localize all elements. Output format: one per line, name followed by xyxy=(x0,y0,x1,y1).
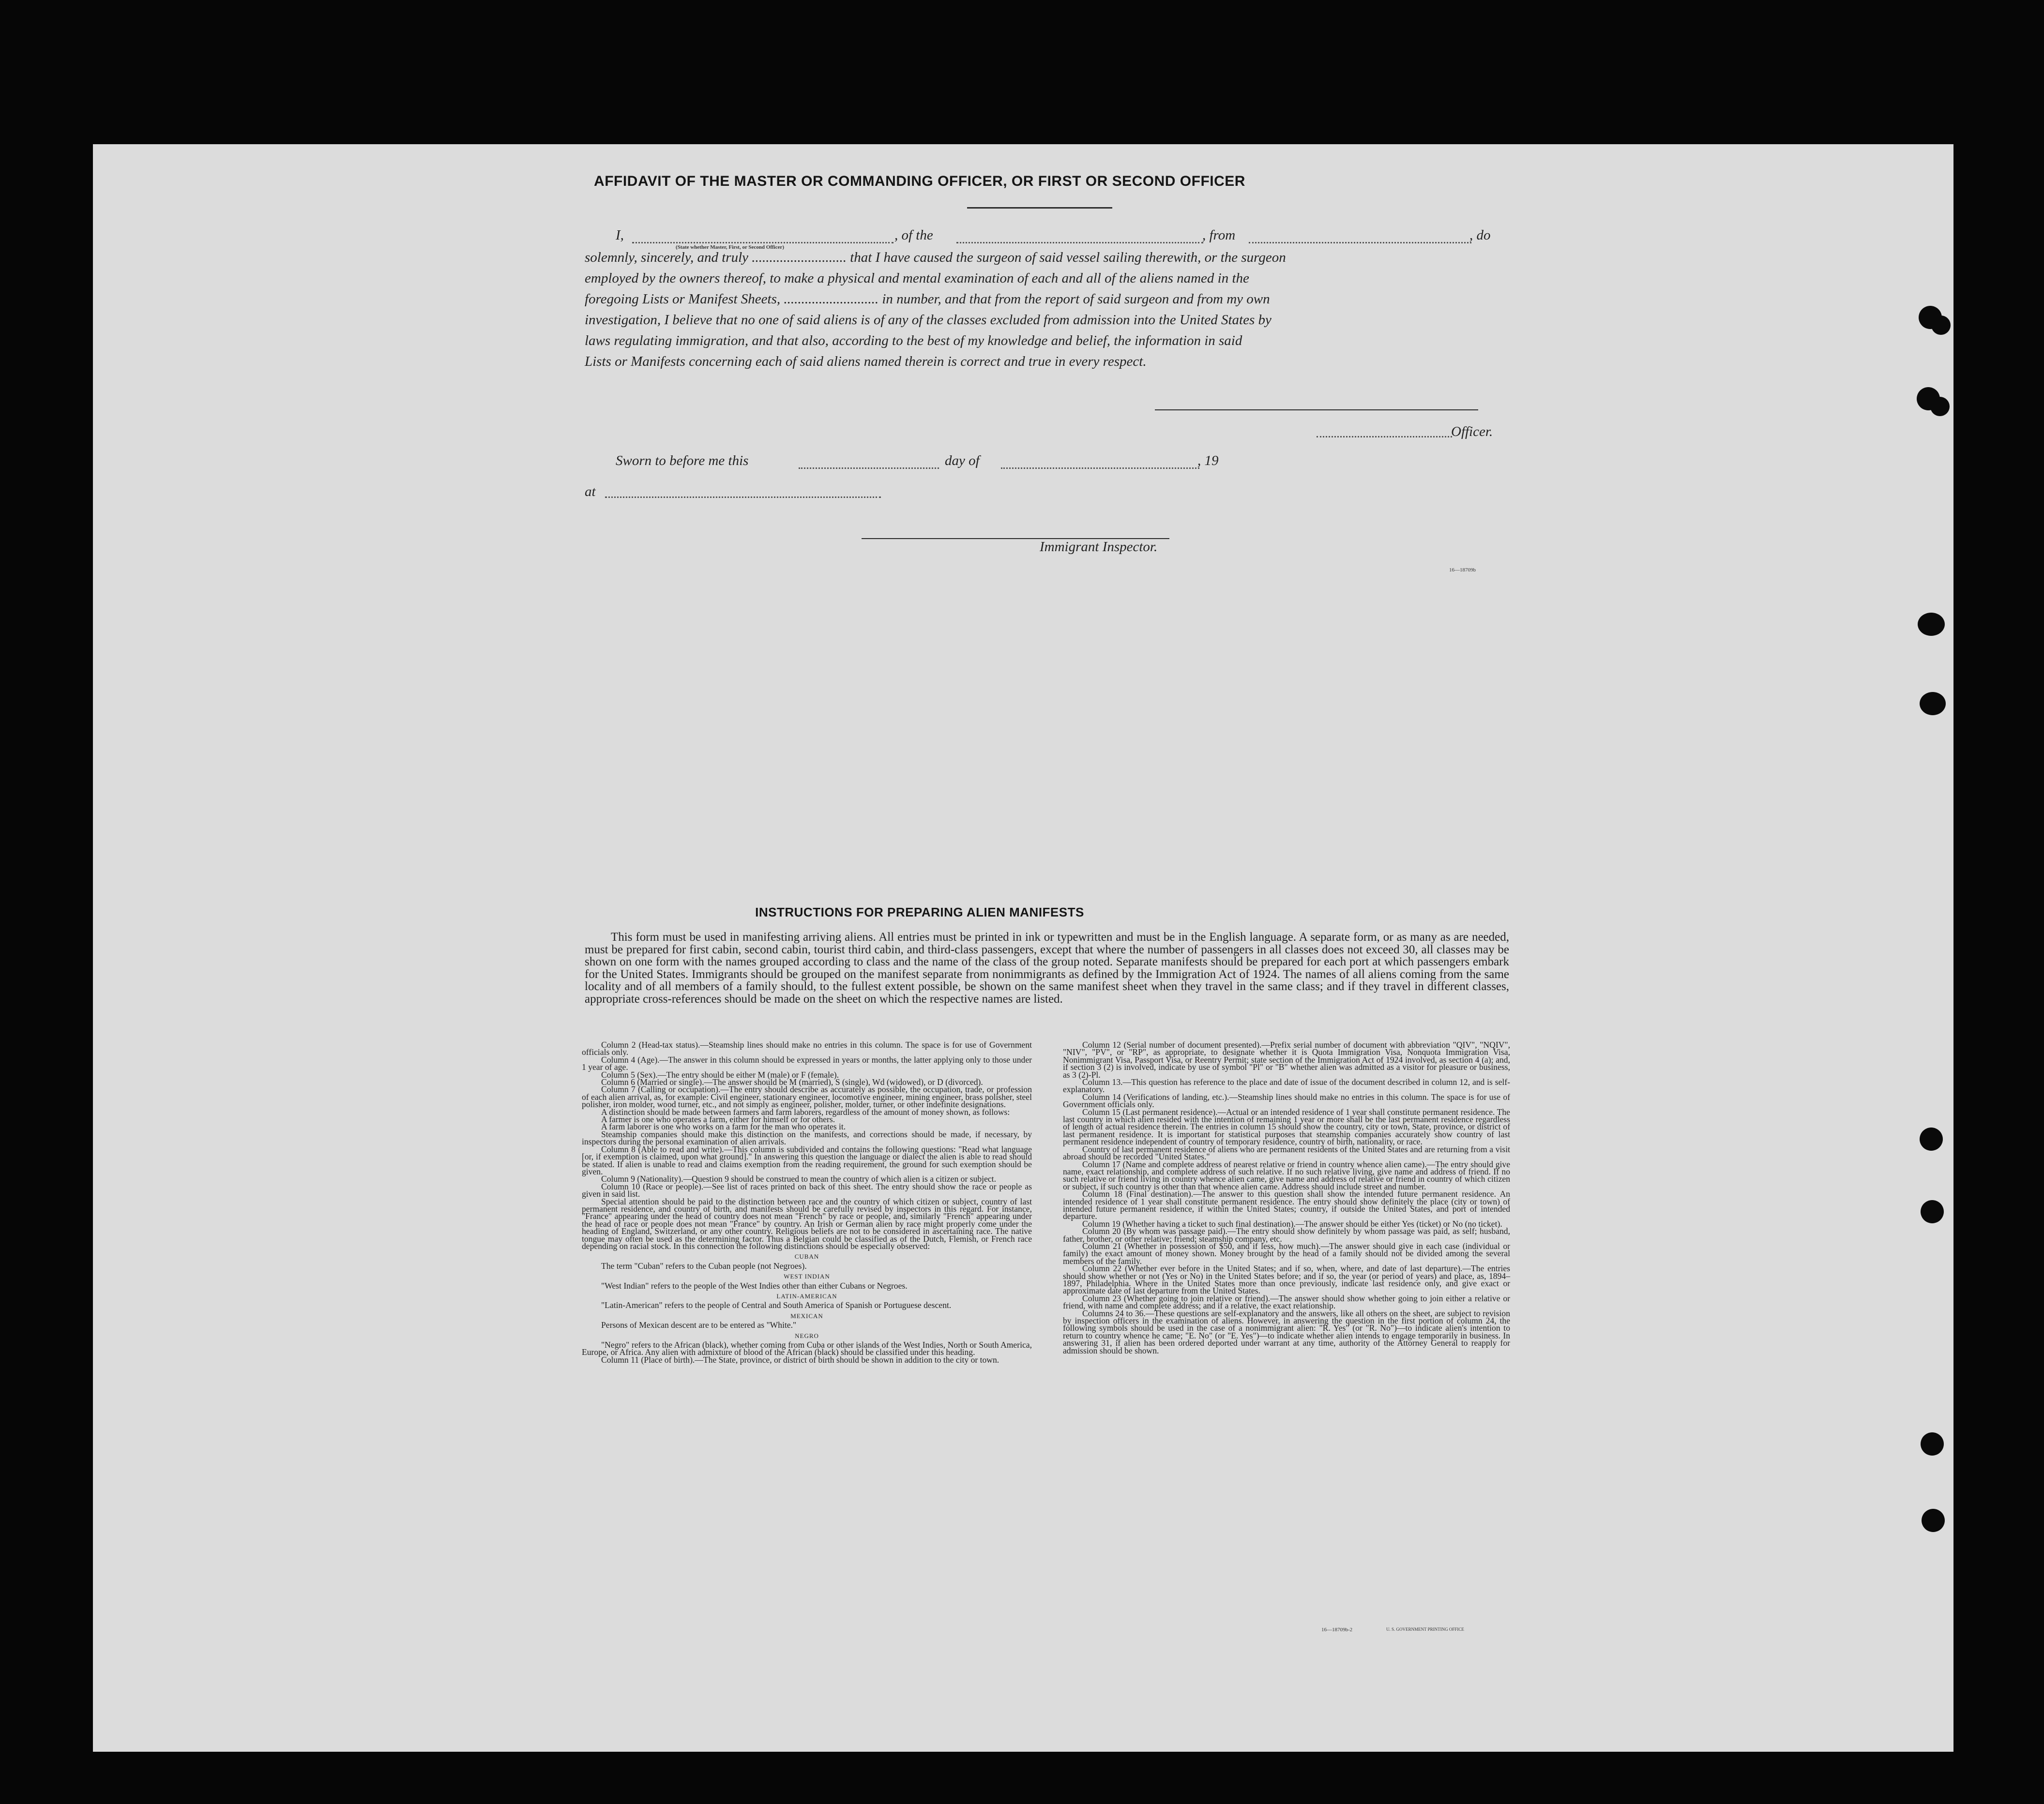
form-code: 16—18709b xyxy=(1449,567,1476,573)
instruction-paragraph: Columns 24 to 36.—These questions are self-explanatory and the answers, like all others on the sheet, are subject to revision by inspection officers in the examination of aliens. However, in answering the question in the first portion of column 24, the following symbols should be used in the case of a nonimmigrant alien: "R. Yes" (or "R. No")—to indicate alien's intention to return to country whence he came; "E. No" (or "E. Yes")—to indicate whether alien intends to engage temporarily in business. In answering 31, if alien has been ordered deported under warrant at any time, authority of the Attorney General to reapply for admission should be shown. xyxy=(1063,1308,1510,1355)
race-heading: LATIN-AMERICAN xyxy=(776,1293,837,1300)
title-underline xyxy=(967,207,1112,209)
instruction-paragraph: Column 19 (Whether having a ticket to such final destination).—The answer should be either Yes (ticket) or No (no ticket). xyxy=(1082,1218,1502,1229)
instruction-paragraph: Column 17 (Name and complete address of nearest relative or friend in country whence alien came).—The entry should give name, exact relationship, and complete address of such relative. If no such relative living, give name and address of friend. If no such relative or friend living in country whence alien came, give name and address of relative or friend in country of which citizen or subject, if such country is other than that whence alien came. Address should include street and number. xyxy=(1063,1159,1510,1191)
race-heading: NEGRO xyxy=(795,1332,819,1339)
day-of-label: day of xyxy=(945,453,980,468)
footer-form-code: 16—18709b-2 xyxy=(1321,1627,1353,1633)
punch-hole xyxy=(1921,1200,1944,1223)
instruction-paragraph: Column 21 (Whether in possession of $50, and if less, how much).—The answer should give in each case (individual or family) the exact amount of money shown. Money brought by the head of a family should not be divided among the several members of the family. xyxy=(1063,1241,1510,1266)
affidavit-body-line: solemnly, sincerely, and truly ........................... that I have caused the surgeon of said vessel sailing therewith, or the surgeon xyxy=(585,250,1286,265)
race-heading: MEXICAN xyxy=(790,1312,823,1320)
race-heading: CUBAN xyxy=(794,1253,819,1261)
punch-hole xyxy=(1931,316,1951,335)
officer-label: Officer. xyxy=(1451,424,1493,439)
instruction-paragraph: Column 6 (Married or single).—The answer should be M (married), S (single), Wd (widowed), or D (divorced). xyxy=(601,1077,983,1087)
sworn-month-blank[interactable] xyxy=(1001,467,1199,469)
instruction-paragraph: Column 23 (Whether going to join relative or friend).—The answer should show whether going to join either a relative or friend, with name and complete address; and if a relative, the exact relationship. xyxy=(1063,1293,1510,1311)
affidavit-body-line: Lists or Manifests concerning each of said aliens named therein is correct and true in every respect. xyxy=(585,354,1147,369)
instruction-paragraph: Column 15 (Last permanent residence).—Actual or an intended residence of 1 year shall constitute permanent residence. The last country in which alien resided with the intention of remaining 1 year or more shall be the last permanent residence regardless of length of actual residence therein. The entries in column 15 should show the country, city or town, State, province, or district of last permanent residence. It is important for statistical purposes that steamship companies accurately show country of last permanent residence independent of country of temporary residence, country of birth, nationality, or race. xyxy=(1063,1107,1510,1147)
race-definition: "Negro" refers to the African (black), whether coming from Cuba or other islands of the West Indies, North or South America, Europe, or Africa. Any alien with admixture of blood of the African (black) should be classified under this heading. xyxy=(582,1340,1032,1357)
punch-hole xyxy=(1920,1128,1943,1151)
instruction-paragraph: A farm laborer is one who works on a farm for the man who operates it. xyxy=(601,1122,846,1132)
instruction-paragraph: Column 9 (Nationality).—Question 9 should be construed to mean the country of which alien is a citizen or subject. xyxy=(601,1174,996,1184)
affidavit-from: , from xyxy=(1202,227,1236,243)
instruction-paragraph: Column 10 (Race or people).—See list of races printed on back of this sheet. The entry should show the race or people as given in said list. xyxy=(582,1181,1032,1199)
year-label: , 19 xyxy=(1197,453,1219,468)
instruction-paragraph: Column 8 (Able to read and write).—This column is subdivided and contains the following questions: "Read what language [or, if exemption is claimed, upon what ground]." In answering this question the language or dialect the alien is able to read should be stated. If alien is unable to read and claims exemption from the reading requirement, the ground for such exemption should be given. xyxy=(582,1144,1032,1176)
punch-hole xyxy=(1920,692,1946,715)
sworn-day-blank[interactable] xyxy=(799,467,939,469)
instruction-paragraph: Column 2 (Head-tax status).—Steamship lines should make no entries in this column. The space is for use of Government officials only. xyxy=(582,1040,1032,1057)
race-definition: "West Indian" refers to the people of the West Indies other than either Cubans or Negroes. xyxy=(601,1280,908,1291)
instructions-intro: This form must be used in manifesting arriving aliens. All entries must be printed in ink or typewritten and must be in the English language. A separate form, or as many as are needed, must be prepared for first cabin, second cabin, tourist third cabin, and third-class passengers, except that where the number of passengers in all classes does not exceed 30, all classes may be shown on one form with the names grouped according to class and the name of the class of the group noted. Separate manifests should be prepared for each port at which passengers embark for the United States. Immigrants should be grouped on the manifest separate from nonimmigrants as defined by the Immigration Act of 1924. The names of all aliens coming from the same locality and of all members of a family should, to the fullest extent possible, be shown on the same manifest sheet when they travel in the same class; and if they travel in different classes, appropriate cross-references should be made on the sheet on which the respective names are listed. xyxy=(585,931,1509,1006)
officer-rank-note: (State whether Master, First, or Second Officer) xyxy=(676,244,785,250)
instruction-paragraph: A distinction should be made between farmers and farm laborers, regardless of the amount of money shown, as follows: xyxy=(601,1107,1010,1117)
instruction-paragraph: Column 18 (Final destination).—The answer to this question shall show the intended future permanent residence. An intended residence of 1 year shall constitute permanent residence. The entry should show definitely the place (city or town) of intended future permanent residence, if within the United States; country, if outside the United States, and port of intended departure. xyxy=(1063,1189,1510,1221)
race-definition: Persons of Mexican descent are to be entered as "White." xyxy=(601,1320,797,1330)
at-label: at xyxy=(585,484,596,499)
instruction-paragraph: Column 5 (Sex).—The entry should be either M (male) or F (female). xyxy=(601,1069,839,1080)
race-definition: "Latin-American" refers to the people of Central and South America of Spanish or Portuguese descent. xyxy=(601,1300,952,1310)
officer-name-blank[interactable] xyxy=(632,242,893,243)
signature-line[interactable] xyxy=(1155,409,1478,410)
instructions-left-column xyxy=(582,1041,1032,1364)
instruction-paragraph: Column 22 (Whether ever before in the United States; and if so, when, where, and date of last departure).—The entries should show whether or not (Yes or No) in the United States before; and if so, the year (or period of years) and place, as, 1894–1897, Philadelphia. Where in the United States more than once previously, indicate last residence only, and give exact or approximate date of last departure from the United States. xyxy=(1063,1263,1510,1296)
race-definition: The term "Cuban" refers to the Cuban people (not Negroes). xyxy=(601,1261,807,1271)
instruction-paragraph: Country of last permanent residence of aliens who are permanent residents of the United States and are returning from a visit abroad should be recorded "United States." xyxy=(1063,1144,1510,1162)
race-heading: WEST INDIAN xyxy=(784,1273,830,1280)
from-port-blank[interactable] xyxy=(1249,242,1471,243)
instruction-paragraph: Column 14 (Verifications of landing, etc.).—Steamship lines should make no entries in this column. The space is for use of Government officials only. xyxy=(1063,1092,1510,1110)
punch-hole xyxy=(1918,613,1945,636)
affidavit-i: I, xyxy=(616,227,624,243)
punch-hole xyxy=(1930,397,1950,416)
instruction-paragraph: Column 13.—This question has reference to the place and date of issue of the document described in column 12, and is self-explanatory. xyxy=(1063,1077,1510,1095)
vessel-blank[interactable] xyxy=(956,242,1203,243)
sworn-label: Sworn to before me this xyxy=(616,453,749,468)
instruction-paragraph: Special attention should be paid to the distinction between race and the country of which citizen or subject, country of last permanent residence, and country of birth, and manifests should be carefully revised by inspectors in this regard. For instance, "France" appearing under the head of country does not mean "French" by race or people, and, similarly "French" appearing under the head of race or people does not mean "France" by country. An Irish or German alien by race might properly come under the heading of England, Switzerland, or any other country. Religious beliefs are not to be considered in ascertaining race. The native tongue may often be used as the determining factor. Thus a Belgian could be classified as of the Dutch, Flemish, or French race depending on racial stock. In this connection the following distinctions should be especially observed: xyxy=(582,1196,1032,1251)
instruction-paragraph: Column 20 (By whom was passage paid).—The entry should show definitely by whom passage was paid, as self; husband, father, brother, or other relative; friend; steamship company, etc. xyxy=(1063,1226,1510,1244)
affidavit-body-line: employed by the owners thereof, to make a physical and mental examination of each and all of the aliens named in the xyxy=(585,271,1249,286)
inspector-label: Immigrant Inspector. xyxy=(1040,539,1158,555)
instructions-right-column xyxy=(1063,1041,1510,1354)
affidavit-body-line: investigation, I believe that no one of said aliens is of any of the classes excluded from admission into the United States by xyxy=(585,312,1272,328)
officer-signature-blank[interactable] xyxy=(1317,436,1452,437)
affidavit-do: , do xyxy=(1469,227,1491,243)
affidavit-body-line: laws regulating immigration, and that also, according to the best of my knowledge and belief, the information in said xyxy=(585,333,1242,348)
affidavit-title: AFFIDAVIT OF THE MASTER OR COMMANDING OFFICER, OR FIRST OR SECOND OFFICER xyxy=(594,173,1245,189)
instruction-paragraph: Column 12 (Serial number of document presented).—Prefix serial number of document with abbreviation "QIV", "NQIV", "NIV", "PV", or "RP", as appropriate, to designate whether it is Quota Immigration Visa, Nonquota Immigration Visa, Nonimmigrant Visa, Passport Visa, or Reentry Permit; state section of the Immigration Act of 1924 involved, as section 4 (a); and, if section 3 (2) is involved, indicate by use of symbol "Pl" or "B" whether alien was admitted as a visitor for pleasure or business, as 3 (2)-Pl. xyxy=(1063,1040,1510,1080)
instruction-paragraph: Column 7 (Calling or occupation).—The entry should describe as accurately as possible, the occupation, trade, or profession of each alien arrival, as, for example: Civil engineer, stationary engineer, locomotive engineer, mining engineer, brass polisher, steel polisher, iron molder, wood turner, etc., and not simply as engineer, polisher, molder, turner, or other indefinite designations. xyxy=(582,1084,1032,1110)
punch-hole xyxy=(1922,1509,1945,1532)
instruction-paragraph: Column 11 (Place of birth).—The State, province, or district of birth should be shown in addition to the city or town. xyxy=(601,1354,999,1365)
at-place-blank[interactable] xyxy=(605,496,881,498)
instruction-paragraph: Steamship companies should make this distinction on the manifests, and corrections should be made, if necessary, by inspectors during the personal examination of alien arrivals. xyxy=(582,1129,1032,1147)
instruction-paragraph: Column 4 (Age).—The answer in this column should be expressed in years or months, the latter applying only to those under 1 year of age. xyxy=(582,1054,1032,1072)
affidavit-body-line: foregoing Lists or Manifest Sheets, ........................... in number, and that from the report of said surgeon and from my own xyxy=(585,291,1270,307)
affidavit-of-the: , of the xyxy=(894,227,933,243)
instructions-title: INSTRUCTIONS FOR PREPARING ALIEN MANIFESTS xyxy=(755,905,1084,919)
punch-hole xyxy=(1921,1432,1944,1456)
footer-printing-office: U. S. GOVERNMENT PRINTING OFFICE xyxy=(1386,1627,1464,1632)
instruction-paragraph: A farmer is one who operates a farm, either for himself or for others. xyxy=(601,1114,835,1125)
